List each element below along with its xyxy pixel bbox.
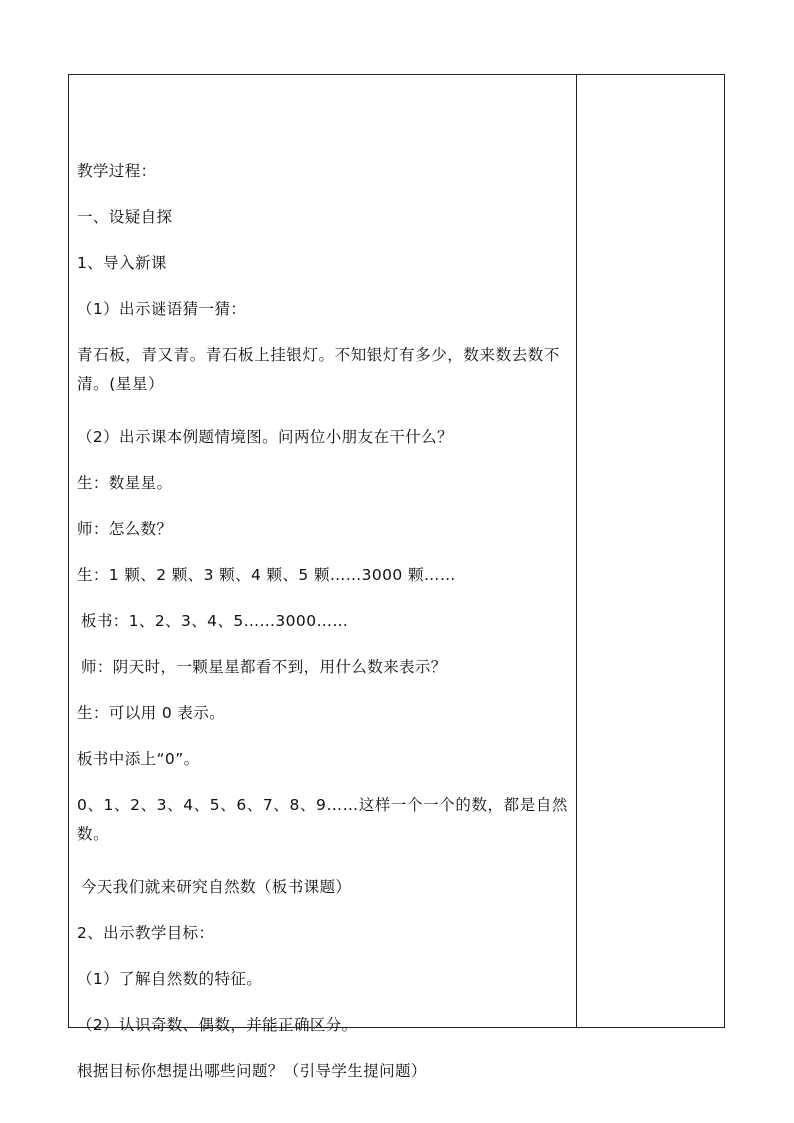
text-line: （1）出示谜语猜一猜：: [77, 300, 247, 318]
text-line: 板书中添上“0”。: [77, 750, 200, 768]
text-line: 根据目标你想提出哪些问题？（引导学生提问题）: [77, 1062, 427, 1080]
text-line: 2、出示教学目标：: [77, 924, 215, 942]
notes-column: [577, 75, 724, 1027]
text-line: 一、设疑自探: [77, 208, 173, 226]
text-line: 教学过程：: [77, 162, 157, 180]
text-paragraph: 青石板，青又青。青石板上挂银灯。不知银灯有多少，数来数去数不清。(星星）: [77, 346, 561, 393]
text-line: （2）出示课本例题情境图。问两位小朋友在干什么？: [77, 428, 453, 446]
text-line: 板书：1、2、3、4、5……3000……: [81, 612, 349, 630]
text-line: 生：1 颗、2 颗、3 颗、4 颗、5 颗……3000 颗……: [77, 566, 456, 584]
text-line: 生：可以用 0 表示。: [77, 704, 226, 722]
lesson-table: [68, 74, 725, 1080]
text-line: （2）认识奇数、偶数，并能正确区分。: [77, 1016, 358, 1034]
text-paragraph: 0、1、2、3、4、5、6、7、8、9……这样一个一个的数，都是自然数。: [77, 796, 569, 843]
content-column: [69, 75, 577, 1080]
text-line: 1、导入新课: [77, 254, 167, 272]
text-line: （1）了解自然数的特征。: [77, 970, 263, 988]
text-line: 今天我们就来研究自然数（板书课题）: [81, 878, 352, 896]
text-line: 生：数星星。: [77, 474, 173, 492]
text-line: 师：怎么数？: [77, 520, 173, 538]
text-line: 师：阴天时，一颗星星都看不到，用什么数来表示？: [81, 658, 447, 676]
